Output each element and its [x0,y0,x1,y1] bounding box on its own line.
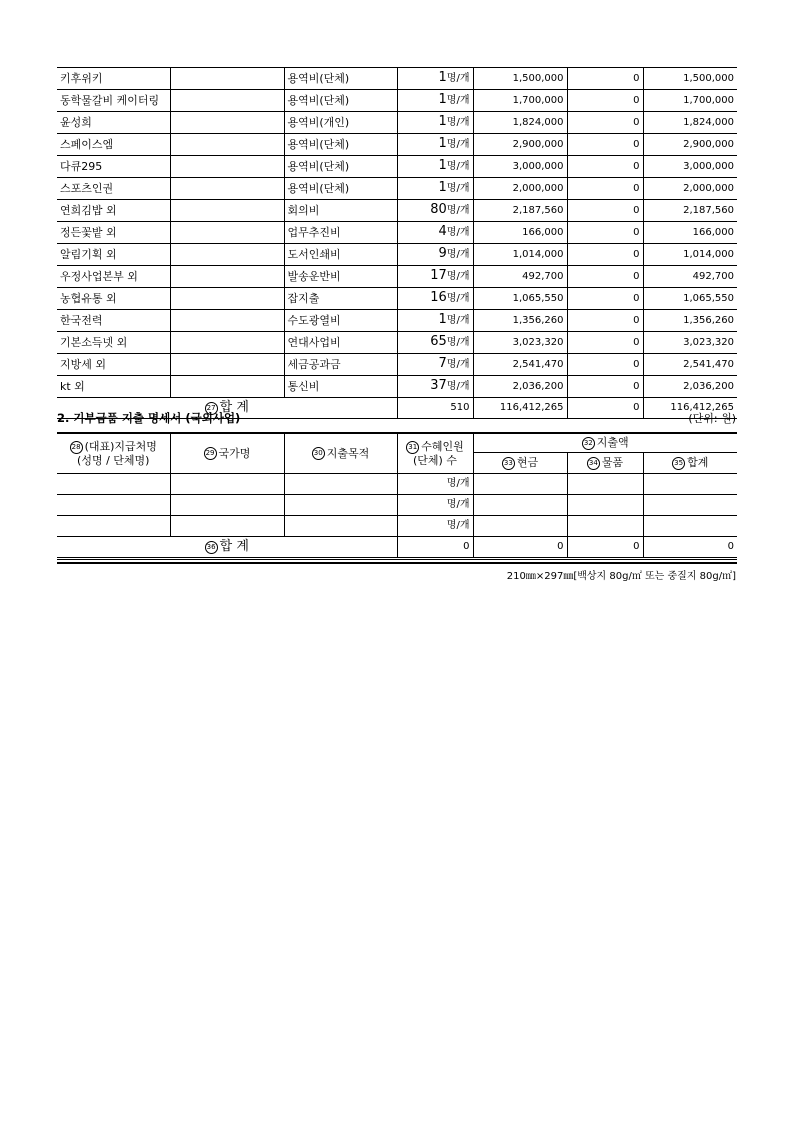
circled-number: 29 [204,447,217,460]
goods-cell [567,495,643,516]
recipient-cell [57,516,170,537]
total-label: 합 계 [219,539,249,554]
table-row [57,474,737,495]
recipient-header-line1: (대표)지급처명 [84,440,157,454]
beneficiaries-count: 1 [438,70,447,85]
beneficiaries-count: 1 [438,114,447,129]
purpose-cell: 회의비 [284,200,397,222]
goods-cell: 0 [567,68,643,90]
cash-cell: 2,541,470 [473,354,567,376]
purpose-header [284,433,397,474]
total-row [57,537,737,558]
cash-cell: 3,023,320 [473,332,567,354]
total-cell: 2,541,470 [643,354,737,376]
table-row [57,68,737,90]
table-row [57,156,737,178]
beneficiaries-unit: 명/개 [446,205,470,216]
purpose-cell: 용역비(단체) [284,134,397,156]
recipient-cell: 스포츠인권 [57,178,170,200]
beneficiaries-cell [397,288,473,310]
cash-cell: 166,000 [473,222,567,244]
recipient-cell: 정든꽃밭 외 [57,222,170,244]
cash-cell: 2,000,000 [473,178,567,200]
circled-number: 34 [587,457,600,470]
sum-header-label: 합계 [687,456,709,470]
total-count-cell: 0 [397,537,473,558]
recipient-cell: 우정사업본부 외 [57,266,170,288]
beneficiaries-cell: 명/개 [397,495,473,516]
purpose-cell: 용역비(개인) [284,112,397,134]
beneficiaries-unit: 명/개 [446,337,470,348]
beneficiaries-cell [397,332,473,354]
total-cell: 166,000 [643,222,737,244]
table-row [57,266,737,288]
total-cell: 1,500,000 [643,68,737,90]
beneficiaries-header-line2: (단체) 수 [413,453,457,467]
recipient-header [57,433,170,474]
purpose-cell: 통신비 [284,376,397,398]
recipient-cell: 기본소득넷 외 [57,332,170,354]
cash-cell [473,516,567,537]
beneficiaries-unit: 명/개 [446,161,470,172]
beneficiaries-count: 80 [430,202,447,217]
country-cell [170,112,284,134]
table-row [57,244,737,266]
goods-cell [567,474,643,495]
table-row [57,222,737,244]
cash-cell: 1,500,000 [473,68,567,90]
amount-header-label: 지출액 [596,436,629,450]
total-cash-cell: 0 [473,537,567,558]
amount-header [473,433,737,453]
table-row [57,178,737,200]
total-cell [643,516,737,537]
country-cell [170,156,284,178]
goods-cell: 0 [567,310,643,332]
beneficiaries-count: 1 [438,312,447,327]
total-cell [643,474,737,495]
beneficiaries-cell [397,266,473,288]
recipient-cell: 동학물갈비 케이터링 [57,90,170,112]
country-cell [170,68,284,90]
bottom-rule-thick [57,562,737,564]
beneficiaries-count: 1 [438,92,447,107]
total-cell: 1,065,550 [643,288,737,310]
beneficiaries-count: 4 [438,224,447,239]
purpose-header-label: 지출목적 [326,446,370,460]
purpose-cell: 세금공과금 [284,354,397,376]
country-cell [170,200,284,222]
beneficiaries-cell [397,68,473,90]
beneficiaries-header-line1: 수혜인원 [421,440,464,454]
goods-cell: 0 [567,90,643,112]
total-goods-cell: 0 [567,398,643,419]
purpose-cell [284,474,397,495]
country-cell [170,495,284,516]
country-cell [170,222,284,244]
total-count-cell: 510 [397,398,473,419]
beneficiaries-cell [397,134,473,156]
circled-number: 33 [502,457,515,470]
total-cell: 2,036,200 [643,376,737,398]
table-row [57,495,737,516]
beneficiaries-count: 1 [438,180,447,195]
recipient-cell: 윤성희 [57,112,170,134]
goods-cell: 0 [567,178,643,200]
beneficiaries-count: 17 [430,268,447,283]
total-goods-cell: 0 [567,537,643,558]
goods-cell: 0 [567,200,643,222]
recipient-cell: 농협유통 외 [57,288,170,310]
purpose-cell: 용역비(단체) [284,178,397,200]
circled-number: 35 [672,457,685,470]
recipient-cell: 스페이스엠 [57,134,170,156]
total-cell: 2,187,560 [643,200,737,222]
beneficiaries-unit: 명/개 [446,117,470,128]
total-cell: 2,000,000 [643,178,737,200]
circled-number: 36 [205,541,218,554]
table-row [57,332,737,354]
recipient-cell: 지방세 외 [57,354,170,376]
paper-spec-footer: 210㎜×297㎜[백상지 80g/㎡ 또는 중질지 80g/㎡] [506,571,736,582]
beneficiaries-cell [397,156,473,178]
table-row [57,376,737,398]
country-cell [170,266,284,288]
total-sum-cell: 0 [643,537,737,558]
unit-note: (단위: 원) [688,412,736,425]
country-header [170,433,284,474]
domestic-expense-table [57,67,737,419]
table-row [57,200,737,222]
goods-cell: 0 [567,266,643,288]
beneficiaries-count: 9 [438,246,447,261]
beneficiaries-unit: 명/개 [446,95,470,106]
total-cell: 3,000,000 [643,156,737,178]
overseas-expense-table [57,432,737,558]
country-header-label: 국가명 [218,446,251,460]
country-cell [170,376,284,398]
circled-number: 27 [205,402,218,415]
cash-header [473,453,567,474]
country-cell [170,354,284,376]
beneficiaries-cell: 명/개 [397,516,473,537]
total-cash-cell: 116,412,265 [473,398,567,419]
total-cell: 3,023,320 [643,332,737,354]
cash-cell: 1,014,000 [473,244,567,266]
country-cell [170,178,284,200]
country-cell [170,134,284,156]
beneficiaries-unit: 명/개 [446,293,470,304]
purpose-cell: 수도광열비 [284,310,397,332]
beneficiaries-count: 65 [430,334,447,349]
beneficiaries-header [397,433,473,474]
country-cell [170,474,284,495]
purpose-cell: 연대사업비 [284,332,397,354]
beneficiaries-cell [397,178,473,200]
recipient-cell [57,474,170,495]
beneficiaries-count: 1 [438,158,447,173]
purpose-cell: 용역비(단체) [284,90,397,112]
recipient-cell [57,495,170,516]
goods-cell: 0 [567,244,643,266]
total-cell: 1,014,000 [643,244,737,266]
purpose-cell: 도서인쇄비 [284,244,397,266]
beneficiaries-cell [397,112,473,134]
circled-number: 31 [406,441,419,454]
total-label-cell [57,537,397,558]
beneficiaries-cell [397,200,473,222]
table-row [57,288,737,310]
goods-cell: 0 [567,332,643,354]
recipient-cell: 연희김밥 외 [57,200,170,222]
purpose-cell [284,495,397,516]
recipient-cell: 알림기획 외 [57,244,170,266]
total-cell: 1,824,000 [643,112,737,134]
cash-cell: 1,356,260 [473,310,567,332]
beneficiaries-unit: 명/개 [446,227,470,238]
circled-number: 28 [70,441,83,454]
cash-header-label: 현금 [516,456,539,470]
beneficiaries-unit: 명/개 [446,73,470,84]
circled-number: 32 [582,437,595,450]
total-cell [643,495,737,516]
goods-cell: 0 [567,134,643,156]
total-cell: 1,356,260 [643,310,737,332]
purpose-cell: 용역비(단체) [284,68,397,90]
country-cell [170,516,284,537]
beneficiaries-cell [397,90,473,112]
total-cell: 2,900,000 [643,134,737,156]
purpose-cell: 발송운반비 [284,266,397,288]
section-2-title: 2. 기부금품 지출 명세서 (국외사업) [57,411,241,425]
beneficiaries-unit: 명/개 [446,249,470,260]
purpose-cell [284,516,397,537]
beneficiaries-unit: 명/개 [446,271,470,282]
beneficiaries-unit: 명/개 [446,139,470,150]
recipient-cell: 키후위키 [57,68,170,90]
table-row [57,112,737,134]
table-row [57,354,737,376]
cash-cell: 1,700,000 [473,90,567,112]
cash-cell: 2,036,200 [473,376,567,398]
beneficiaries-count: 37 [430,378,447,393]
cash-cell: 2,900,000 [473,134,567,156]
total-sum-cell: 116,412,265 [643,398,737,419]
goods-cell: 0 [567,376,643,398]
cash-cell: 3,000,000 [473,156,567,178]
recipient-header-line2: (성명 / 단체명) [77,453,150,467]
country-cell [170,310,284,332]
beneficiaries-count: 7 [438,356,447,371]
goods-cell: 0 [567,222,643,244]
table-row [57,90,737,112]
bottom-rule [57,559,737,560]
goods-cell: 0 [567,156,643,178]
country-cell [170,90,284,112]
sum-header [643,453,737,474]
cash-cell: 492,700 [473,266,567,288]
recipient-cell: 다큐295 [57,156,170,178]
beneficiaries-cell [397,310,473,332]
total-cell: 492,700 [643,266,737,288]
beneficiaries-count: 1 [438,136,447,151]
beneficiaries-unit: 명/개 [446,183,470,194]
country-cell [170,332,284,354]
beneficiaries-count: 16 [430,290,447,305]
beneficiaries-unit: 명/개 [446,359,470,370]
cash-cell [473,495,567,516]
cash-cell: 1,824,000 [473,112,567,134]
cash-cell: 1,065,550 [473,288,567,310]
table-row [57,134,737,156]
goods-cell: 0 [567,288,643,310]
cash-cell: 2,187,560 [473,200,567,222]
beneficiaries-cell [397,354,473,376]
goods-cell [567,516,643,537]
purpose-cell: 업무추진비 [284,222,397,244]
goods-header [567,453,643,474]
goods-header-label: 물품 [601,456,624,470]
goods-cell: 0 [567,354,643,376]
beneficiaries-cell [397,244,473,266]
table-row [57,516,737,537]
recipient-cell: kt 외 [57,376,170,398]
cash-cell [473,474,567,495]
country-cell [170,288,284,310]
beneficiaries-cell: 명/개 [397,474,473,495]
circled-number: 30 [312,447,325,460]
country-cell [170,244,284,266]
total-cell: 1,700,000 [643,90,737,112]
beneficiaries-unit: 명/개 [446,381,470,392]
goods-cell: 0 [567,112,643,134]
purpose-cell: 잡지출 [284,288,397,310]
purpose-cell: 용역비(단체) [284,156,397,178]
header-row-1 [57,433,737,453]
total-label: 합 계 [219,400,249,415]
recipient-cell: 한국전력 [57,310,170,332]
beneficiaries-unit: 명/개 [446,315,470,326]
beneficiaries-cell [397,222,473,244]
table-row [57,310,737,332]
beneficiaries-cell [397,376,473,398]
